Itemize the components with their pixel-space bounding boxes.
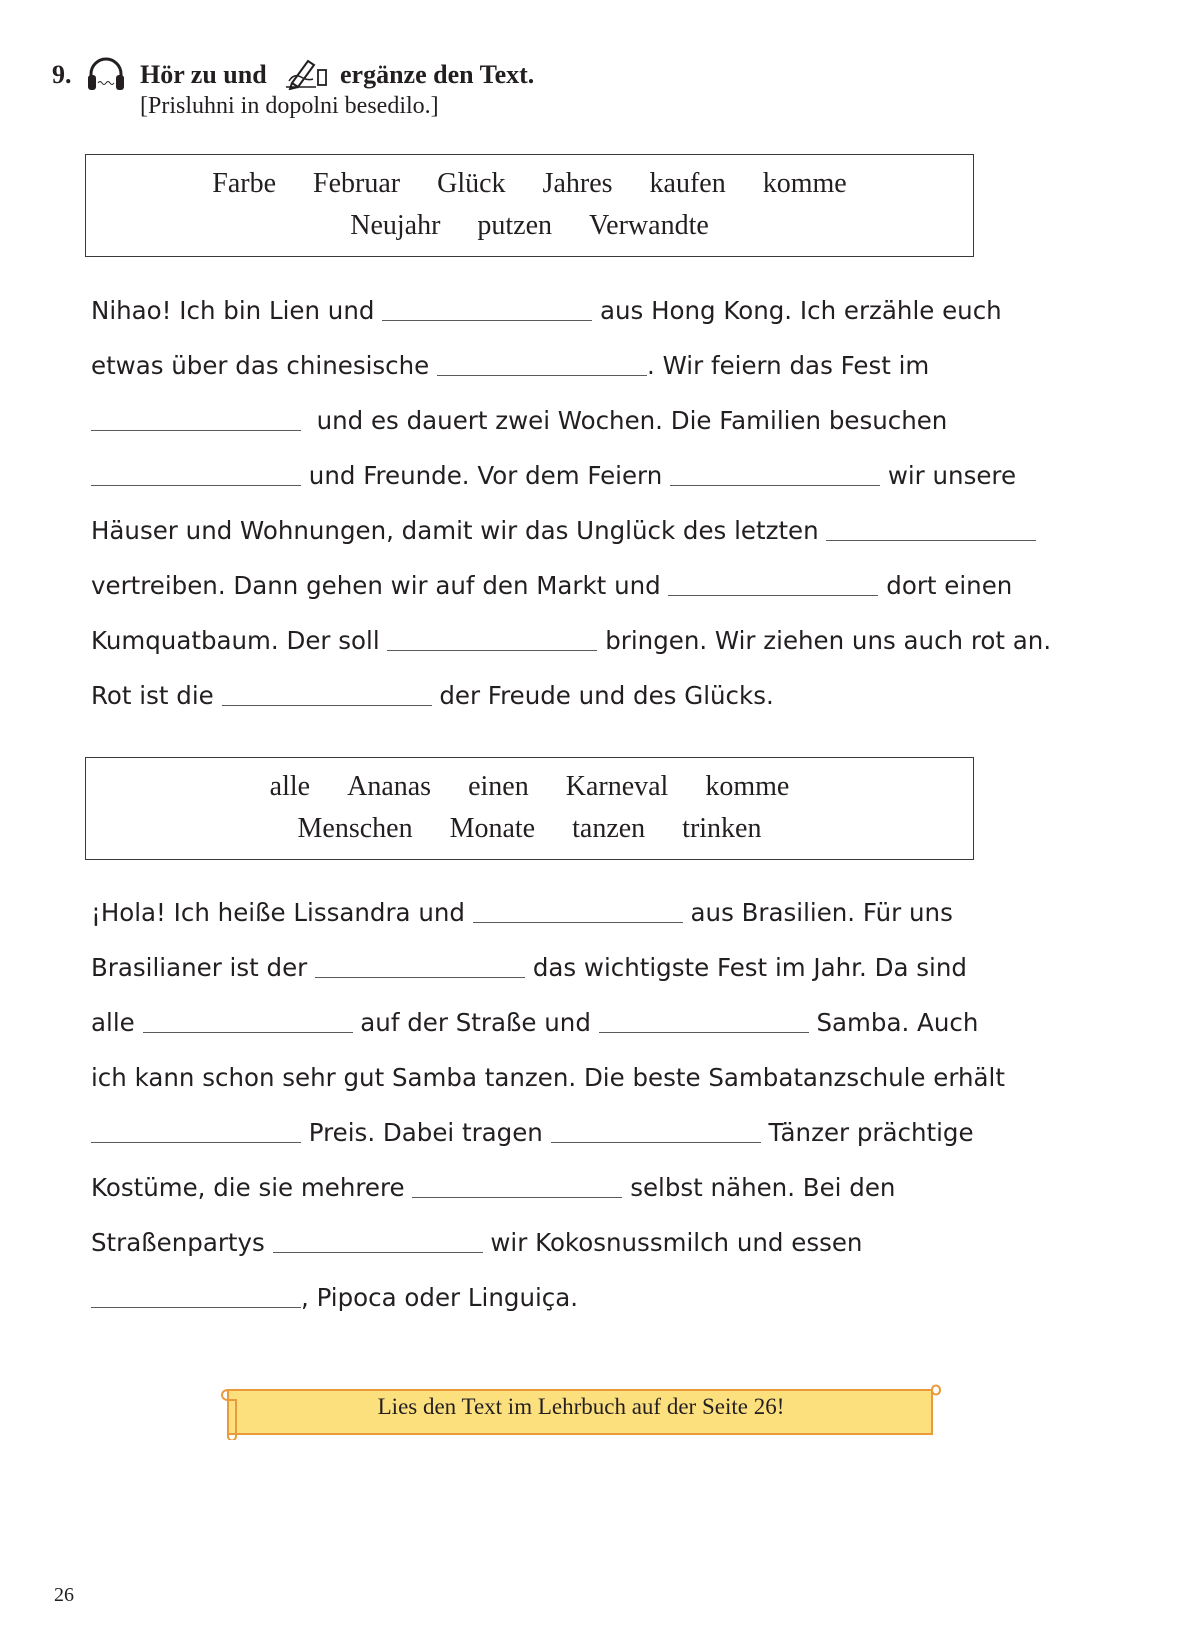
word-bank-item: Ananas xyxy=(347,771,432,802)
word-bank-row xyxy=(86,766,973,808)
blank-field[interactable] xyxy=(91,484,301,486)
word-bank-item: Jahres xyxy=(542,168,613,199)
instruction-listen: Hör zu und xyxy=(140,60,267,89)
text-line xyxy=(91,940,1181,995)
text-line xyxy=(91,885,1181,940)
word-bank-item: Neujahr xyxy=(350,210,441,241)
text-segment: wir unsere xyxy=(887,461,1017,490)
text-segment: aus Hong Kong. Ich erzähle euch xyxy=(600,296,1002,325)
text-segment: Straßenpartys xyxy=(91,1228,265,1257)
text-line xyxy=(91,1160,1181,1215)
word-bank-item: Monate xyxy=(449,813,536,844)
word-bank-1 xyxy=(85,154,974,257)
text-segment: und Freunde. Vor dem Feiern xyxy=(308,461,663,490)
text-line xyxy=(91,995,1181,1050)
note-text: Lies den Text im Lehrbuch auf der Seite 26! xyxy=(377,1394,785,1419)
gap-text-lien xyxy=(91,283,1181,723)
blank-field[interactable] xyxy=(668,594,878,596)
blank-field[interactable] xyxy=(91,429,301,431)
word-bank-item: Farbe xyxy=(212,168,277,199)
text-segment: Kumquatbaum. Der soll xyxy=(91,626,380,655)
page-number: 26 xyxy=(54,1584,74,1606)
text-segment: dort einen xyxy=(886,571,1013,600)
blank-field[interactable] xyxy=(273,1251,483,1253)
text-segment: selbst nähen. Bei den xyxy=(630,1173,896,1202)
blank-field[interactable] xyxy=(91,1141,301,1143)
text-line xyxy=(91,448,1181,503)
blank-field[interactable] xyxy=(412,1196,622,1198)
blank-field[interactable] xyxy=(670,484,880,486)
blank-field[interactable] xyxy=(437,374,647,376)
word-bank-item: komme xyxy=(705,771,790,802)
blank-field[interactable] xyxy=(387,649,597,651)
blank-field[interactable] xyxy=(826,539,1036,541)
pencil-write-icon xyxy=(286,56,330,90)
blank-field[interactable] xyxy=(91,1306,301,1308)
text-segment: Nihao! Ich bin Lien und xyxy=(91,296,375,325)
instruction-complete: ergänze den Text. xyxy=(340,60,535,89)
word-bank-item: einen xyxy=(468,771,529,802)
gap-text-lissandra xyxy=(91,885,1181,1325)
text-line xyxy=(91,1215,1181,1270)
text-line xyxy=(91,668,1181,723)
text-line xyxy=(91,503,1181,558)
text-line xyxy=(91,1105,1181,1160)
word-bank-item: alle xyxy=(269,771,311,802)
text-segment: Brasilianer ist der xyxy=(91,953,308,982)
word-bank-item: Karneval xyxy=(565,771,669,802)
text-segment: Rot ist die xyxy=(91,681,214,710)
text-segment: Preis. Dabei tragen xyxy=(308,1118,543,1147)
blank-field[interactable] xyxy=(599,1031,809,1033)
blank-field[interactable] xyxy=(222,704,432,706)
text-segment: auf der Straße und xyxy=(360,1008,591,1037)
word-bank-item: Februar xyxy=(313,168,401,199)
text-segment: aus Brasilien. Für uns xyxy=(690,898,953,927)
blank-field[interactable] xyxy=(473,921,683,923)
text-segment: bringen. Wir ziehen uns auch rot an. xyxy=(605,626,1052,655)
word-bank-row xyxy=(86,808,973,850)
word-bank-2 xyxy=(85,757,974,860)
text-segment: . Wir feiern das Fest im xyxy=(647,351,930,380)
text-segment: der Freude und des Glücks. xyxy=(439,681,774,710)
text-segment: und es dauert zwei Wochen. Die Familien besuchen xyxy=(316,406,948,435)
text-line xyxy=(91,393,1181,448)
word-bank-item: komme xyxy=(762,168,847,199)
text-segment: alle xyxy=(91,1008,135,1037)
blank-field[interactable] xyxy=(551,1141,761,1143)
text-line xyxy=(91,338,1181,393)
word-bank-item: Verwandte xyxy=(589,210,709,241)
blank-field[interactable] xyxy=(315,976,525,978)
text-line xyxy=(91,1050,1181,1105)
word-bank-row xyxy=(86,205,973,247)
task-header xyxy=(52,56,752,126)
text-segment: Kostüme, die sie mehrere xyxy=(91,1173,405,1202)
task-number: 9. xyxy=(52,60,72,89)
text-segment: etwas über das chinesische xyxy=(91,351,430,380)
text-segment: Häuser und Wohnungen, damit wir das Unglück des letzten xyxy=(91,516,819,545)
text-segment: wir Kokosnussmilch und essen xyxy=(490,1228,863,1257)
instruction-translation: [Prisluhni in dopolni besedilo.] xyxy=(140,93,439,119)
headphones-icon xyxy=(86,56,126,94)
textbook-reference-note xyxy=(218,1382,944,1440)
word-bank-item: tanzen xyxy=(572,813,646,844)
text-segment: Tänzer prächtige xyxy=(768,1118,974,1147)
word-bank-item: Menschen xyxy=(297,813,413,844)
text-segment: ich kann schon sehr gut Samba tanzen. Die beste Sambatanzschule erhält xyxy=(91,1063,1005,1092)
text-segment: Samba. Auch xyxy=(816,1008,979,1037)
text-line xyxy=(91,283,1181,338)
word-bank-item: trinken xyxy=(682,813,762,844)
text-line xyxy=(91,613,1181,668)
word-bank-item: putzen xyxy=(477,210,553,241)
blank-field[interactable] xyxy=(382,319,592,321)
text-segment: ¡Hola! Ich heiße Lissandra und xyxy=(91,898,465,927)
text-segment: , Pipoca oder Linguiça. xyxy=(301,1283,579,1312)
text-segment: das wichtigste Fest im Jahr. Da sind xyxy=(532,953,967,982)
blank-field[interactable] xyxy=(143,1031,353,1033)
text-line xyxy=(91,558,1181,613)
word-bank-item: kaufen xyxy=(649,168,726,199)
text-segment: vertreiben. Dann gehen wir auf den Markt und xyxy=(91,571,661,600)
text-line xyxy=(91,1270,1181,1325)
word-bank-item: Glück xyxy=(437,168,506,199)
word-bank-row xyxy=(86,163,973,205)
